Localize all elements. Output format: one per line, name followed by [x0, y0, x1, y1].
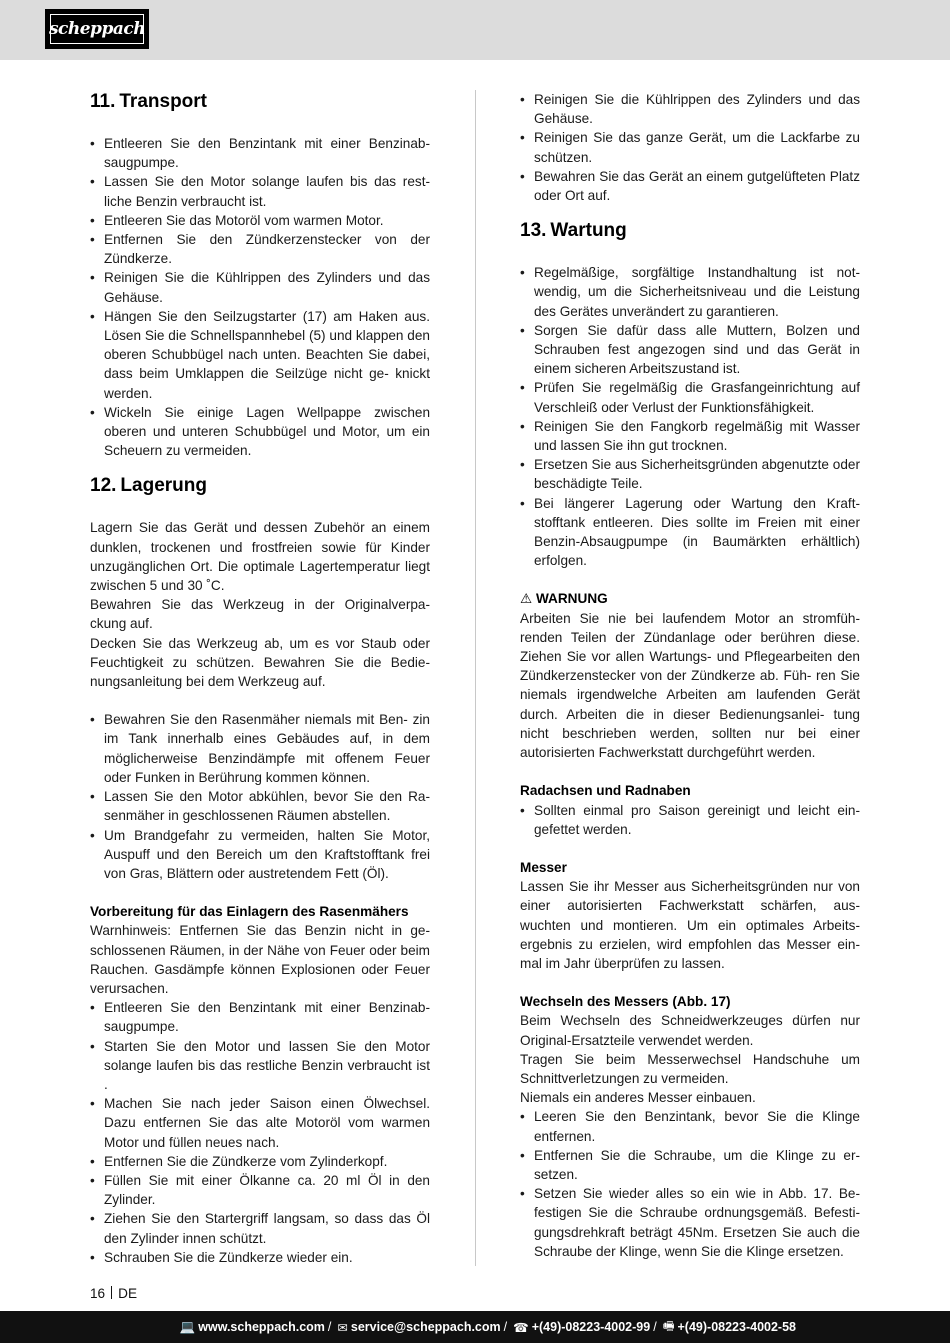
section-title: Wartung: [550, 220, 627, 242]
maintenance-list: [520, 263, 860, 570]
separator-text: /: [503, 1320, 508, 1334]
right-column: [520, 90, 860, 1261]
list-item: • Machen Sie nach jeder Saison einen Ölwechsel. Dazu entfernen Sie das alte Motoröl vom warmen Motor und füllen neues nach.: [90, 1094, 430, 1152]
section-number: 11.: [90, 91, 116, 112]
subheading: Radachsen und Radnaben: [520, 783, 691, 799]
contact-bar: [0, 1311, 950, 1343]
section-12-heading: [90, 474, 430, 498]
list-item: • Entfernen Sie die Schraube, um die Klinge zu er- setzen.: [520, 1146, 860, 1184]
paragraph: Warnhinweis: Entfernen Sie das Benzin nicht in ge- schlossenen Räumen, in der Nähe von Feuer oder beim Rauchen. Gasdämpfe können Explosionen oder Feuer verursachen.: [90, 923, 430, 996]
header-bar: [0, 0, 950, 60]
continued-list: [520, 90, 860, 205]
email-link[interactable]: service@scheppach.com: [350, 1320, 501, 1334]
section-11-heading: [90, 90, 430, 114]
prep-list: [90, 998, 430, 1267]
section-title: Lagerung: [120, 475, 207, 497]
list-item: • Ziehen Sie den Startergriff langsam, so dass das Öl den Zylinder innen schützt.: [90, 1209, 430, 1247]
paragraph: Lassen Sie ihr Messer aus Sicherheitsgründen nur von einer autorisierten Fachwerkstatt schärfen, aus- wuchten und montieren. Um ein optimales Arbeits- ergebnis zu erzielen, wird empfohlen das Messer ein- mal im Jahr überprüfen zu lassen.: [520, 879, 860, 971]
scheppach-logo: [46, 10, 148, 48]
subheading: Vorbereitung für das Einlagern des Rasenmähers: [90, 904, 409, 920]
list-item: • Bewahren Sie das Gerät an einem gutgelüfteten Platz oder Ort auf.: [520, 167, 860, 205]
list-item: • Reinigen Sie die Kühlrippen des Zylinders und das Gehäuse.: [90, 268, 430, 306]
list-item: • Reinigen Sie den Fangkorb regelmäßig mit Wasser und lassen Sie ihn gut trocknen.: [520, 417, 860, 455]
fax-icon: 🖷: [662, 1318, 675, 1333]
paragraph: Decken Sie das Werkzeug ab, um es vor Staub oder Feuchtigkeit zu schützen. Bewahren Sie die Bedie- nungsanleitung bei dem Werkzeug auf.: [90, 635, 430, 690]
section-number: 13.: [520, 220, 547, 242]
warning-text: Arbeiten Sie nie bei laufendem Motor an stromfüh- renden Teilen der Zündanlage oder berühren diese. Ziehen Sie vor allen Wartungs- und Pflegearbeiten den Zündkerzenstecker von der Zündkerze ab. Füh- ren Sie niemals irgendwelche Arbeiten am laufenden Gerät durch. Arbeiten die in dieser Bedienungsanlei- tung nicht beschrieben werden, sollten nur bei einer autorisierten Fachwerkstatt durchgeführt werden.: [520, 610, 860, 761]
list-item: • Entleeren Sie den Benzintank mit einer Benzinab- saugpumpe.: [90, 998, 430, 1036]
fax-number: +(49)-08223-4002-58: [677, 1320, 796, 1334]
page-number: [90, 1286, 137, 1301]
blade-change-list: [520, 1107, 860, 1261]
list-item: • Prüfen Sie regelmäßig die Grasfangeinrichtung auf Verschleiß oder Verlust der Funktionsfähigkeit.: [520, 378, 860, 416]
website-link[interactable]: www.scheppach.com: [198, 1320, 325, 1334]
phone-icon: ☎: [513, 1320, 529, 1335]
list-item: • Starten Sie den Motor und lassen Sie den Motor solange laufen bis das restliche Benzin verbraucht ist .: [90, 1037, 430, 1095]
logo-text: scheppach: [50, 14, 144, 44]
list-item: • Entleeren Sie das Motoröl vom warmen Motor.: [90, 211, 430, 230]
list-item: • Entfernen Sie den Zündkerzenstecker von der Zündkerze.: [90, 230, 430, 268]
list-item: • Setzen Sie wieder alles so ein wie in Abb. 17. Be- festigen Sie die Schraube ordnungsgemäß. Befesti- gungsdrehkraft beträgt 45Nm. Ersetzen Sie auch die Schraube der Klinge, wenn Sie die Klinge ersetzen.: [520, 1184, 860, 1261]
list-item: • Sollten einmal pro Saison gereinigt und leicht ein- gefettet werden.: [520, 801, 860, 839]
axle-list: [520, 801, 860, 839]
list-item: • Wickeln Sie einige Lagen Wellpappe zwischen oberen und unteren Schubbügel und Motor, um ein Scheuern zu vermeiden.: [90, 403, 430, 461]
list-item: • Ersetzen Sie aus Sicherheitsgründen abgenutzte oder beschädigte Teile.: [520, 455, 860, 493]
warning-title: WARNUNG: [535, 591, 608, 607]
list-item: • Entfernen Sie die Zündkerze vom Zylinderkopf.: [90, 1152, 430, 1171]
mail-icon: ✉: [337, 1320, 348, 1335]
list-item: • Lassen Sie den Motor abkühlen, bevor Sie den Ra- senmäher in geschlossenen Räumen abstellen.: [90, 787, 430, 825]
subheading: Messer: [520, 859, 567, 875]
separator: [111, 1286, 112, 1299]
storage-list: [90, 710, 430, 883]
paragraph: Tragen Sie beim Messerwechsel Handschuhe um Schnittverletzungen zu vermeiden.: [520, 1051, 860, 1086]
list-item: • Reinigen Sie das ganze Gerät, um die Lackfarbe zu schützen.: [520, 128, 860, 166]
warning-heading: [520, 589, 860, 608]
separator-text: /: [327, 1320, 332, 1334]
language-code: DE: [118, 1286, 138, 1301]
computer-icon: 💻: [179, 1319, 196, 1334]
paragraph: Lagern Sie das Gerät und dessen Zubehör an einem dunklen, trockenen und frostfreien sowie für Kinder unzugänglichen Ort. Die optimale Lagertemperatur liegt zwischen 5 und 30 ˚C.: [90, 520, 430, 594]
list-item: • Bewahren Sie den Rasenmäher niemals mit Ben- zin im Tank innerhalb eines Gebäudes auf, in dem möglicherweise Benzindämpfe mit offenem Feuer oder Funken in Berührung kommen können.: [90, 710, 430, 787]
phone-number: +(49)-08223-4002-99: [531, 1320, 651, 1334]
section-title: Transport: [119, 91, 207, 112]
paragraph: Bewahren Sie das Werkzeug in der Originalverpa- ckung auf.: [90, 597, 430, 632]
list-item: • Lassen Sie den Motor solange laufen bis das rest- liche Benzin verbraucht ist.: [90, 172, 430, 210]
transport-list: [90, 134, 430, 460]
left-column: [90, 90, 430, 1267]
list-item: • Regelmäßige, sorgfältige Instandhaltung ist not- wendig, um die Sicherheitsniveau und die Leistung des Gerätes unverändert zu garantieren.: [520, 263, 860, 321]
page-num: 16: [90, 1286, 106, 1301]
section-number: 12.: [90, 475, 117, 497]
paragraph: Beim Wechseln des Schneidwerkzeuges dürfen nur Original-Ersatzteile verwendet werden.: [520, 1013, 860, 1048]
list-item: • Reinigen Sie die Kühlrippen des Zylinders und das Gehäuse.: [520, 90, 860, 128]
list-item: • Sorgen Sie dafür dass alle Muttern, Bolzen und Schrauben fest angezogen sind und das Gerät in einem sicheren Arbeitszustand ist.: [520, 321, 860, 379]
list-item: • Schrauben Sie die Zündkerze wieder ein.: [90, 1248, 430, 1267]
column-divider: [475, 90, 476, 1266]
warning-icon: ⚠: [520, 591, 533, 607]
list-item: • Füllen Sie mit einer Ölkanne ca. 20 ml Öl in den Zylinder.: [90, 1171, 430, 1209]
subheading: Wechseln des Messers (Abb. 17): [520, 994, 731, 1010]
section-13-heading: [520, 219, 860, 243]
separator-text: /: [653, 1320, 657, 1334]
paragraph: Niemals ein anderes Messer einbauen.: [520, 1090, 756, 1106]
list-item: • Um Brandgefahr zu vermeiden, halten Sie Motor, Auspuff und den Bereich um den Kraftstofftank frei von Gras, Blättern oder austretendem Fett (Öl).: [90, 826, 430, 884]
list-item: • Leeren Sie den Benzintank, bevor Sie die Klinge entfernen.: [520, 1107, 860, 1145]
list-item: • Bei längerer Lagerung oder Wartung den Kraft- stofftank entleeren. Dies sollte im Freien mit einer Benzin-Absaugpumpe (in Baumärkten erhältlich) erfolgen.: [520, 494, 860, 571]
list-item: • Entleeren Sie den Benzintank mit einer Benzinab- saugpumpe.: [90, 134, 430, 172]
list-item: • Hängen Sie den Seilzugstarter (17) am Haken aus. Lösen Sie die Schnellspannhebel (5) und klappen den oberen Schubbügel nach unten. Beachten Sie dabei, dass beim Umklappen die Seilzüge nicht ge- knickt werden.: [90, 307, 430, 403]
